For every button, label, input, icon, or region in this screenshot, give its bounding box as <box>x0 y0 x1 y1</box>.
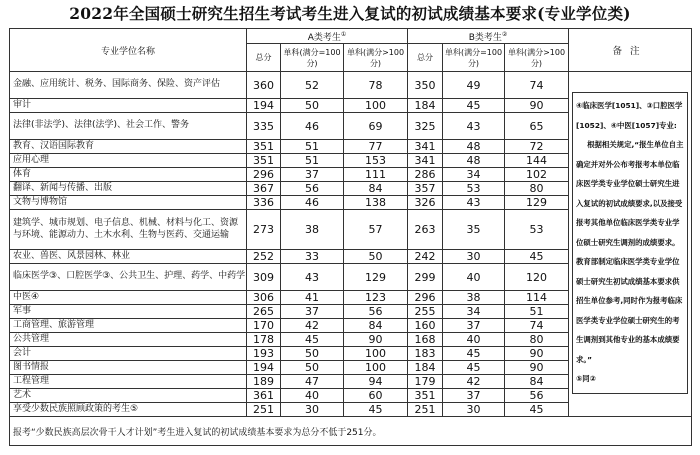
a-total: 296 <box>247 168 281 182</box>
header-major-name: 专业学位名称 <box>10 29 247 72</box>
b-single100: 43 <box>443 196 505 210</box>
b-total: 183 <box>408 347 443 361</box>
major-name: 建筑学、城市规划、电子信息、机械、材料与化工、资源与环境、能源动力、土木水利、生物与医药、交通运输 <box>10 210 247 250</box>
b-single100: 30 <box>443 403 505 417</box>
major-name: 农业、兽医、风景园林、林业 <box>10 250 247 264</box>
b-single-over100: 120 <box>505 264 569 291</box>
a-single-over100: 57 <box>344 210 408 250</box>
a-single100: 50 <box>281 361 344 375</box>
a-single100: 52 <box>281 72 344 99</box>
a-single-over100: 123 <box>344 291 408 305</box>
b-total: 242 <box>408 250 443 264</box>
a-single100: 33 <box>281 250 344 264</box>
b-single-over100: 90 <box>505 347 569 361</box>
b-single100: 53 <box>443 182 505 196</box>
b-single100: 48 <box>443 154 505 168</box>
a-total: 193 <box>247 347 281 361</box>
b-single100: 45 <box>443 361 505 375</box>
major-name: 工商管理、旅游管理 <box>10 319 247 333</box>
b-single-over100: 102 <box>505 168 569 182</box>
b-single-over100: 45 <box>505 250 569 264</box>
a-single100: 51 <box>281 140 344 154</box>
a-single100: 37 <box>281 305 344 319</box>
a-single100: 50 <box>281 99 344 113</box>
footnote-row <box>10 417 692 446</box>
a-total: 360 <box>247 72 281 99</box>
major-name: 公共管理 <box>10 333 247 347</box>
b-total: 184 <box>408 99 443 113</box>
a-total: 265 <box>247 305 281 319</box>
b-single-over100: 129 <box>505 196 569 210</box>
major-name: 艺术 <box>10 389 247 403</box>
footnote: 报考“少数民族高层次骨干人才计划”考生进入复试的初试成绩基本要求为总分不低于251分。 <box>10 417 692 446</box>
a-single-over100: 77 <box>344 140 408 154</box>
a-single100: 30 <box>281 403 344 417</box>
a-single-over100: 69 <box>344 113 408 140</box>
b-single-over100: 72 <box>505 140 569 154</box>
b-single100: 37 <box>443 319 505 333</box>
b-single100: 34 <box>443 305 505 319</box>
b-single100: 43 <box>443 113 505 140</box>
a-single-over100: 60 <box>344 389 408 403</box>
a-single100: 46 <box>281 113 344 140</box>
a-single-over100: 100 <box>344 361 408 375</box>
b-single100: 40 <box>443 264 505 291</box>
a-single100: 51 <box>281 154 344 168</box>
header-group-a: A类考生① <box>247 29 408 44</box>
a-total: 309 <box>247 264 281 291</box>
a-total: 336 <box>247 196 281 210</box>
major-name: 文物与博物馆 <box>10 196 247 210</box>
a-single-over100: 153 <box>344 154 408 168</box>
b-single-over100: 74 <box>505 319 569 333</box>
a-total: 273 <box>247 210 281 250</box>
b-total: 296 <box>408 291 443 305</box>
b-single-over100: 144 <box>505 154 569 168</box>
b-single-over100: 53 <box>505 210 569 250</box>
score-table <box>9 28 692 446</box>
remark-box <box>572 92 688 394</box>
b-single100: 35 <box>443 210 505 250</box>
a-single-over100: 138 <box>344 196 408 210</box>
major-name: 中医④ <box>10 291 247 305</box>
major-name: 体育 <box>10 168 247 182</box>
major-name: 临床医学③、口腔医学③、公共卫生、护理、药学、中药学 <box>10 264 247 291</box>
major-name: 图书情报 <box>10 361 247 375</box>
a-total: 351 <box>247 140 281 154</box>
a-single100: 38 <box>281 210 344 250</box>
b-total: 299 <box>408 264 443 291</box>
b-single100: 30 <box>443 250 505 264</box>
header-b-total: 总分 <box>408 44 443 72</box>
major-name: 教育、汉语国际教育 <box>10 140 247 154</box>
page-title: 2022年全国硕士研究生招生考试考生进入复试的初试成绩基本要求(专业学位类) <box>69 4 631 23</box>
a-total: 170 <box>247 319 281 333</box>
b-single-over100: 51 <box>505 305 569 319</box>
major-name: 审计 <box>10 99 247 113</box>
major-name: 金融、应用统计、税务、国际商务、保险、资产评估 <box>10 72 247 99</box>
b-total: 255 <box>408 305 443 319</box>
b-total: 168 <box>408 333 443 347</box>
b-total: 341 <box>408 140 443 154</box>
header-a-total: 总分 <box>247 44 281 72</box>
b-total: 351 <box>408 389 443 403</box>
a-single-over100: 78 <box>344 72 408 99</box>
a-single100: 40 <box>281 389 344 403</box>
b-total: 184 <box>408 361 443 375</box>
b-single-over100: 74 <box>505 72 569 99</box>
b-single-over100: 45 <box>505 403 569 417</box>
header-a-single-over100: 单科(满分>100分) <box>344 44 408 72</box>
b-single100: 37 <box>443 389 505 403</box>
b-single100: 38 <box>443 291 505 305</box>
major-name: 应用心理 <box>10 154 247 168</box>
major-name: 军事 <box>10 305 247 319</box>
b-single-over100: 80 <box>505 333 569 347</box>
b-single100: 49 <box>443 72 505 99</box>
b-single100: 34 <box>443 168 505 182</box>
a-single100: 50 <box>281 347 344 361</box>
b-total: 251 <box>408 403 443 417</box>
a-single100: 43 <box>281 264 344 291</box>
b-single100: 45 <box>443 99 505 113</box>
a-total: 351 <box>247 154 281 168</box>
remark-line: [1052]、④中医[1057]专业: <box>576 120 677 130</box>
a-total: 252 <box>247 250 281 264</box>
a-single100: 37 <box>281 168 344 182</box>
b-total: 357 <box>408 182 443 196</box>
a-single-over100: 100 <box>344 99 408 113</box>
a-total: 361 <box>247 389 281 403</box>
header-b-single100: 单科(满分=100分) <box>443 44 505 72</box>
a-single-over100: 90 <box>344 333 408 347</box>
b-total: 326 <box>408 196 443 210</box>
a-total: 335 <box>247 113 281 140</box>
b-single-over100: 90 <box>505 361 569 375</box>
a-single-over100: 111 <box>344 168 408 182</box>
remark-line: 根据相关规定,“报生单位自主确定并对外公布考报考本单位临床医学类专业学位硕士研究生进入复试的初试成绩要求,以及接受报考其他单位临床医学类专业学位硕士研究生调剂的成绩要求。教育部制定临床医学类专业学位硕士研究生初试成绩基本要求供招生单位参考,同时作为报考临床医学类专业学位硕士研究生的考生调剂到其他专业的基本成绩要求。” <box>576 140 684 364</box>
a-single-over100: 129 <box>344 264 408 291</box>
a-total: 189 <box>247 375 281 389</box>
a-single-over100: 56 <box>344 305 408 319</box>
remark-line: ⑤同② <box>576 374 596 383</box>
a-total: 367 <box>247 182 281 196</box>
b-total: 325 <box>408 113 443 140</box>
b-total: 263 <box>408 210 443 250</box>
b-single100: 42 <box>443 375 505 389</box>
a-total: 194 <box>247 361 281 375</box>
b-total: 341 <box>408 154 443 168</box>
a-single-over100: 84 <box>344 319 408 333</box>
major-name: 翻译、新闻与传播、出版 <box>10 182 247 196</box>
b-single100: 48 <box>443 140 505 154</box>
a-single-over100: 100 <box>344 347 408 361</box>
remark-line: ④临床医学[1051]、③口腔医学 <box>576 101 683 110</box>
b-single100: 40 <box>443 333 505 347</box>
b-single-over100: 90 <box>505 99 569 113</box>
a-single100: 56 <box>281 182 344 196</box>
major-name: 工程管理 <box>10 375 247 389</box>
table-row <box>10 72 692 99</box>
header-remark: 备注 <box>569 29 692 72</box>
a-total: 251 <box>247 403 281 417</box>
remark-cell <box>569 72 692 417</box>
a-single100: 47 <box>281 375 344 389</box>
b-single-over100: 114 <box>505 291 569 305</box>
a-single-over100: 45 <box>344 403 408 417</box>
a-single100: 45 <box>281 333 344 347</box>
b-single-over100: 80 <box>505 182 569 196</box>
a-single100: 42 <box>281 319 344 333</box>
header-a-single100: 单科(满分=100分) <box>281 44 344 72</box>
b-single-over100: 56 <box>505 389 569 403</box>
a-total: 194 <box>247 99 281 113</box>
header-b-single-over100: 单科(满分>100分) <box>505 44 569 72</box>
b-total: 160 <box>408 319 443 333</box>
a-single-over100: 94 <box>344 375 408 389</box>
b-total: 350 <box>408 72 443 99</box>
major-name: 法律(非法学)、法律(法学)、社会工作、警务 <box>10 113 247 140</box>
a-total: 178 <box>247 333 281 347</box>
major-name: 会计 <box>10 347 247 361</box>
b-total: 286 <box>408 168 443 182</box>
a-total: 306 <box>247 291 281 305</box>
b-single-over100: 65 <box>505 113 569 140</box>
b-single100: 45 <box>443 347 505 361</box>
b-single-over100: 84 <box>505 375 569 389</box>
a-single100: 41 <box>281 291 344 305</box>
major-name: 享受少数民族照顾政策的考生⑤ <box>10 403 247 417</box>
header-group-b: B类考生② <box>408 29 569 44</box>
a-single-over100: 50 <box>344 250 408 264</box>
a-single100: 46 <box>281 196 344 210</box>
a-single-over100: 84 <box>344 182 408 196</box>
b-total: 179 <box>408 375 443 389</box>
